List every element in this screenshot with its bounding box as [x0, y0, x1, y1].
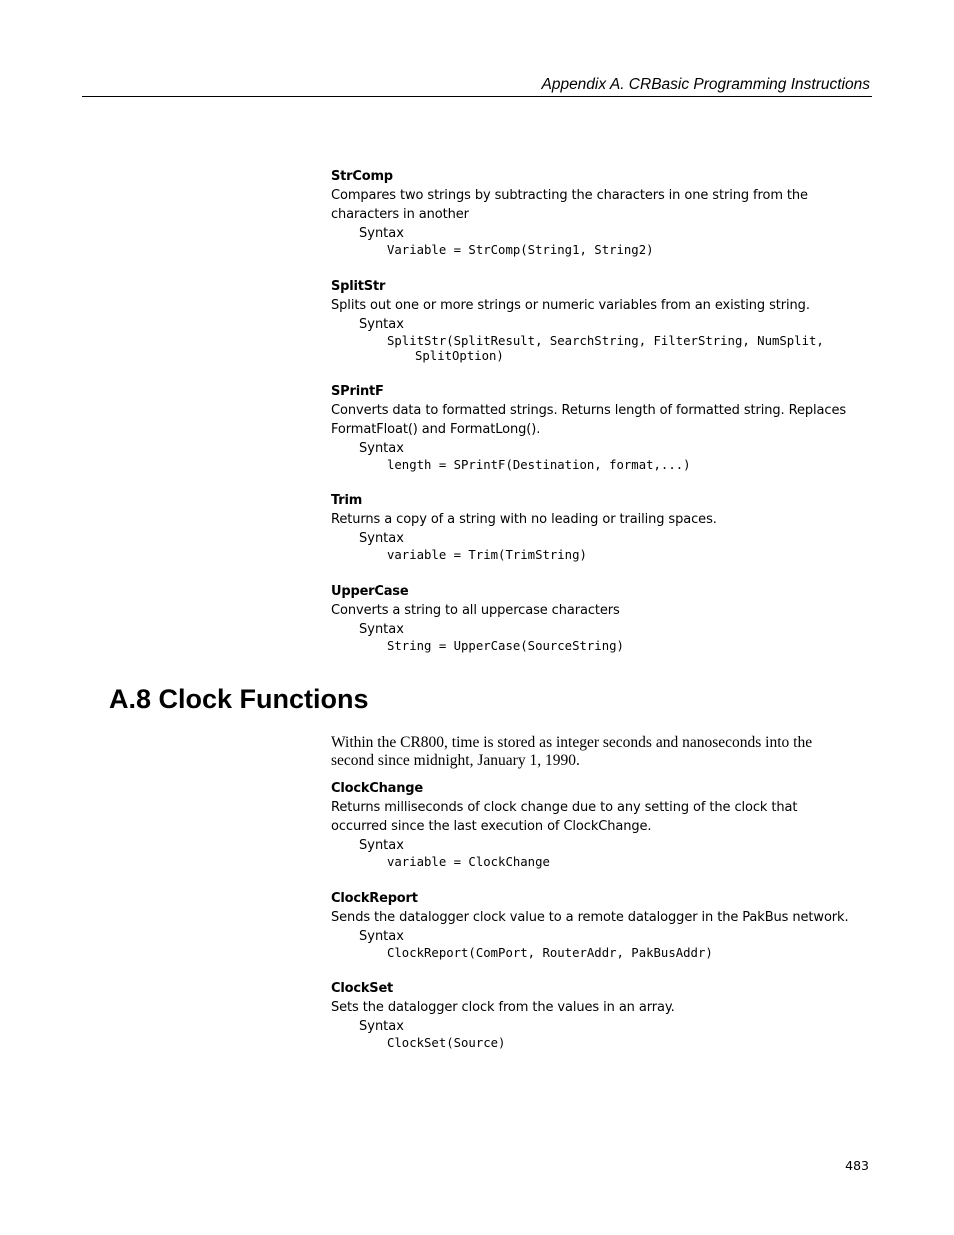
- entry-clockreport: [331, 889, 871, 961]
- intro-line: second since midnight, January 1, 1990.: [331, 752, 580, 769]
- syntax-code: ClockSet(Source): [387, 1036, 506, 1050]
- page-number: 483: [845, 1158, 869, 1173]
- entry-clockset: [331, 979, 871, 1051]
- entry-sprintf: [331, 382, 871, 473]
- syntax-code: ClockReport(ComPort, RouterAddr, PakBusAddr): [387, 946, 713, 960]
- syntax-label: Syntax: [359, 317, 404, 332]
- syntax-label: Syntax: [359, 531, 404, 546]
- syntax-label: Syntax: [359, 929, 404, 944]
- entry-trim: [331, 491, 871, 563]
- syntax-code: length = SPrintF(Destination, format,...): [387, 458, 691, 472]
- syntax-code: variable = Trim(TrimString): [387, 548, 587, 562]
- entry-title: UpperCase: [331, 584, 409, 599]
- syntax-label: Syntax: [359, 1019, 404, 1034]
- entry-title: SplitStr: [331, 279, 386, 294]
- entry-clockchange: [331, 779, 871, 870]
- entry-title: Trim: [331, 493, 363, 508]
- syntax-label: Syntax: [359, 441, 404, 456]
- section-heading: A.8 Clock Functions: [109, 684, 369, 714]
- entry-strcomp: [331, 167, 871, 258]
- entry-description-line: Sends the datalogger clock value to a remote datalogger in the PakBus network.: [331, 910, 849, 925]
- entry-description-line: Converts data to formatted strings. Returns length of formatted string. Replaces: [331, 403, 847, 418]
- syntax-code: variable = ClockChange: [387, 855, 550, 869]
- section-intro: [331, 734, 851, 770]
- syntax-label: Syntax: [359, 838, 404, 853]
- syntax-code: Variable = StrComp(String1, String2): [387, 243, 654, 257]
- entry-title: ClockReport: [331, 891, 418, 906]
- running-header: Appendix A. CRBasic Programming Instructions: [541, 76, 870, 93]
- entry-description-line: Sets the datalogger clock from the values in an array.: [331, 1000, 675, 1015]
- entry-description-line: Splits out one or more strings or numeric variables from an existing string.: [331, 298, 810, 313]
- entry-title: StrComp: [331, 169, 393, 184]
- entry-description-line: Compares two strings by subtracting the characters in one string from the: [331, 188, 808, 203]
- entry-description-line: FormatFloat() and FormatLong().: [331, 422, 541, 437]
- syntax-label: Syntax: [359, 622, 404, 637]
- entry-description-line: Returns a copy of a string with no leading or trailing spaces.: [331, 512, 717, 527]
- entry-description-line: Converts a string to all uppercase characters: [331, 603, 620, 618]
- syntax-code: SplitStr(SplitResult, SearchString, FilterString, NumSplit,: [387, 334, 824, 348]
- entry-splitstr: [331, 277, 871, 364]
- entry-title: ClockChange: [331, 781, 424, 796]
- entry-title: ClockSet: [331, 981, 394, 996]
- syntax-code-continuation: SplitOption): [415, 349, 504, 363]
- entry-description-line: Returns milliseconds of clock change due to any setting of the clock that: [331, 800, 798, 815]
- intro-line: Within the CR800, time is stored as integer seconds and nanoseconds into the: [331, 734, 813, 751]
- entry-title: SPrintF: [331, 384, 384, 399]
- header-rule: [82, 96, 872, 97]
- syntax-label: Syntax: [359, 226, 404, 241]
- entry-uppercase: [331, 582, 871, 654]
- entry-description-line: characters in another: [331, 207, 469, 222]
- entry-description-line: occurred since the last execution of ClockChange.: [331, 819, 652, 834]
- syntax-code: String = UpperCase(SourceString): [387, 639, 624, 653]
